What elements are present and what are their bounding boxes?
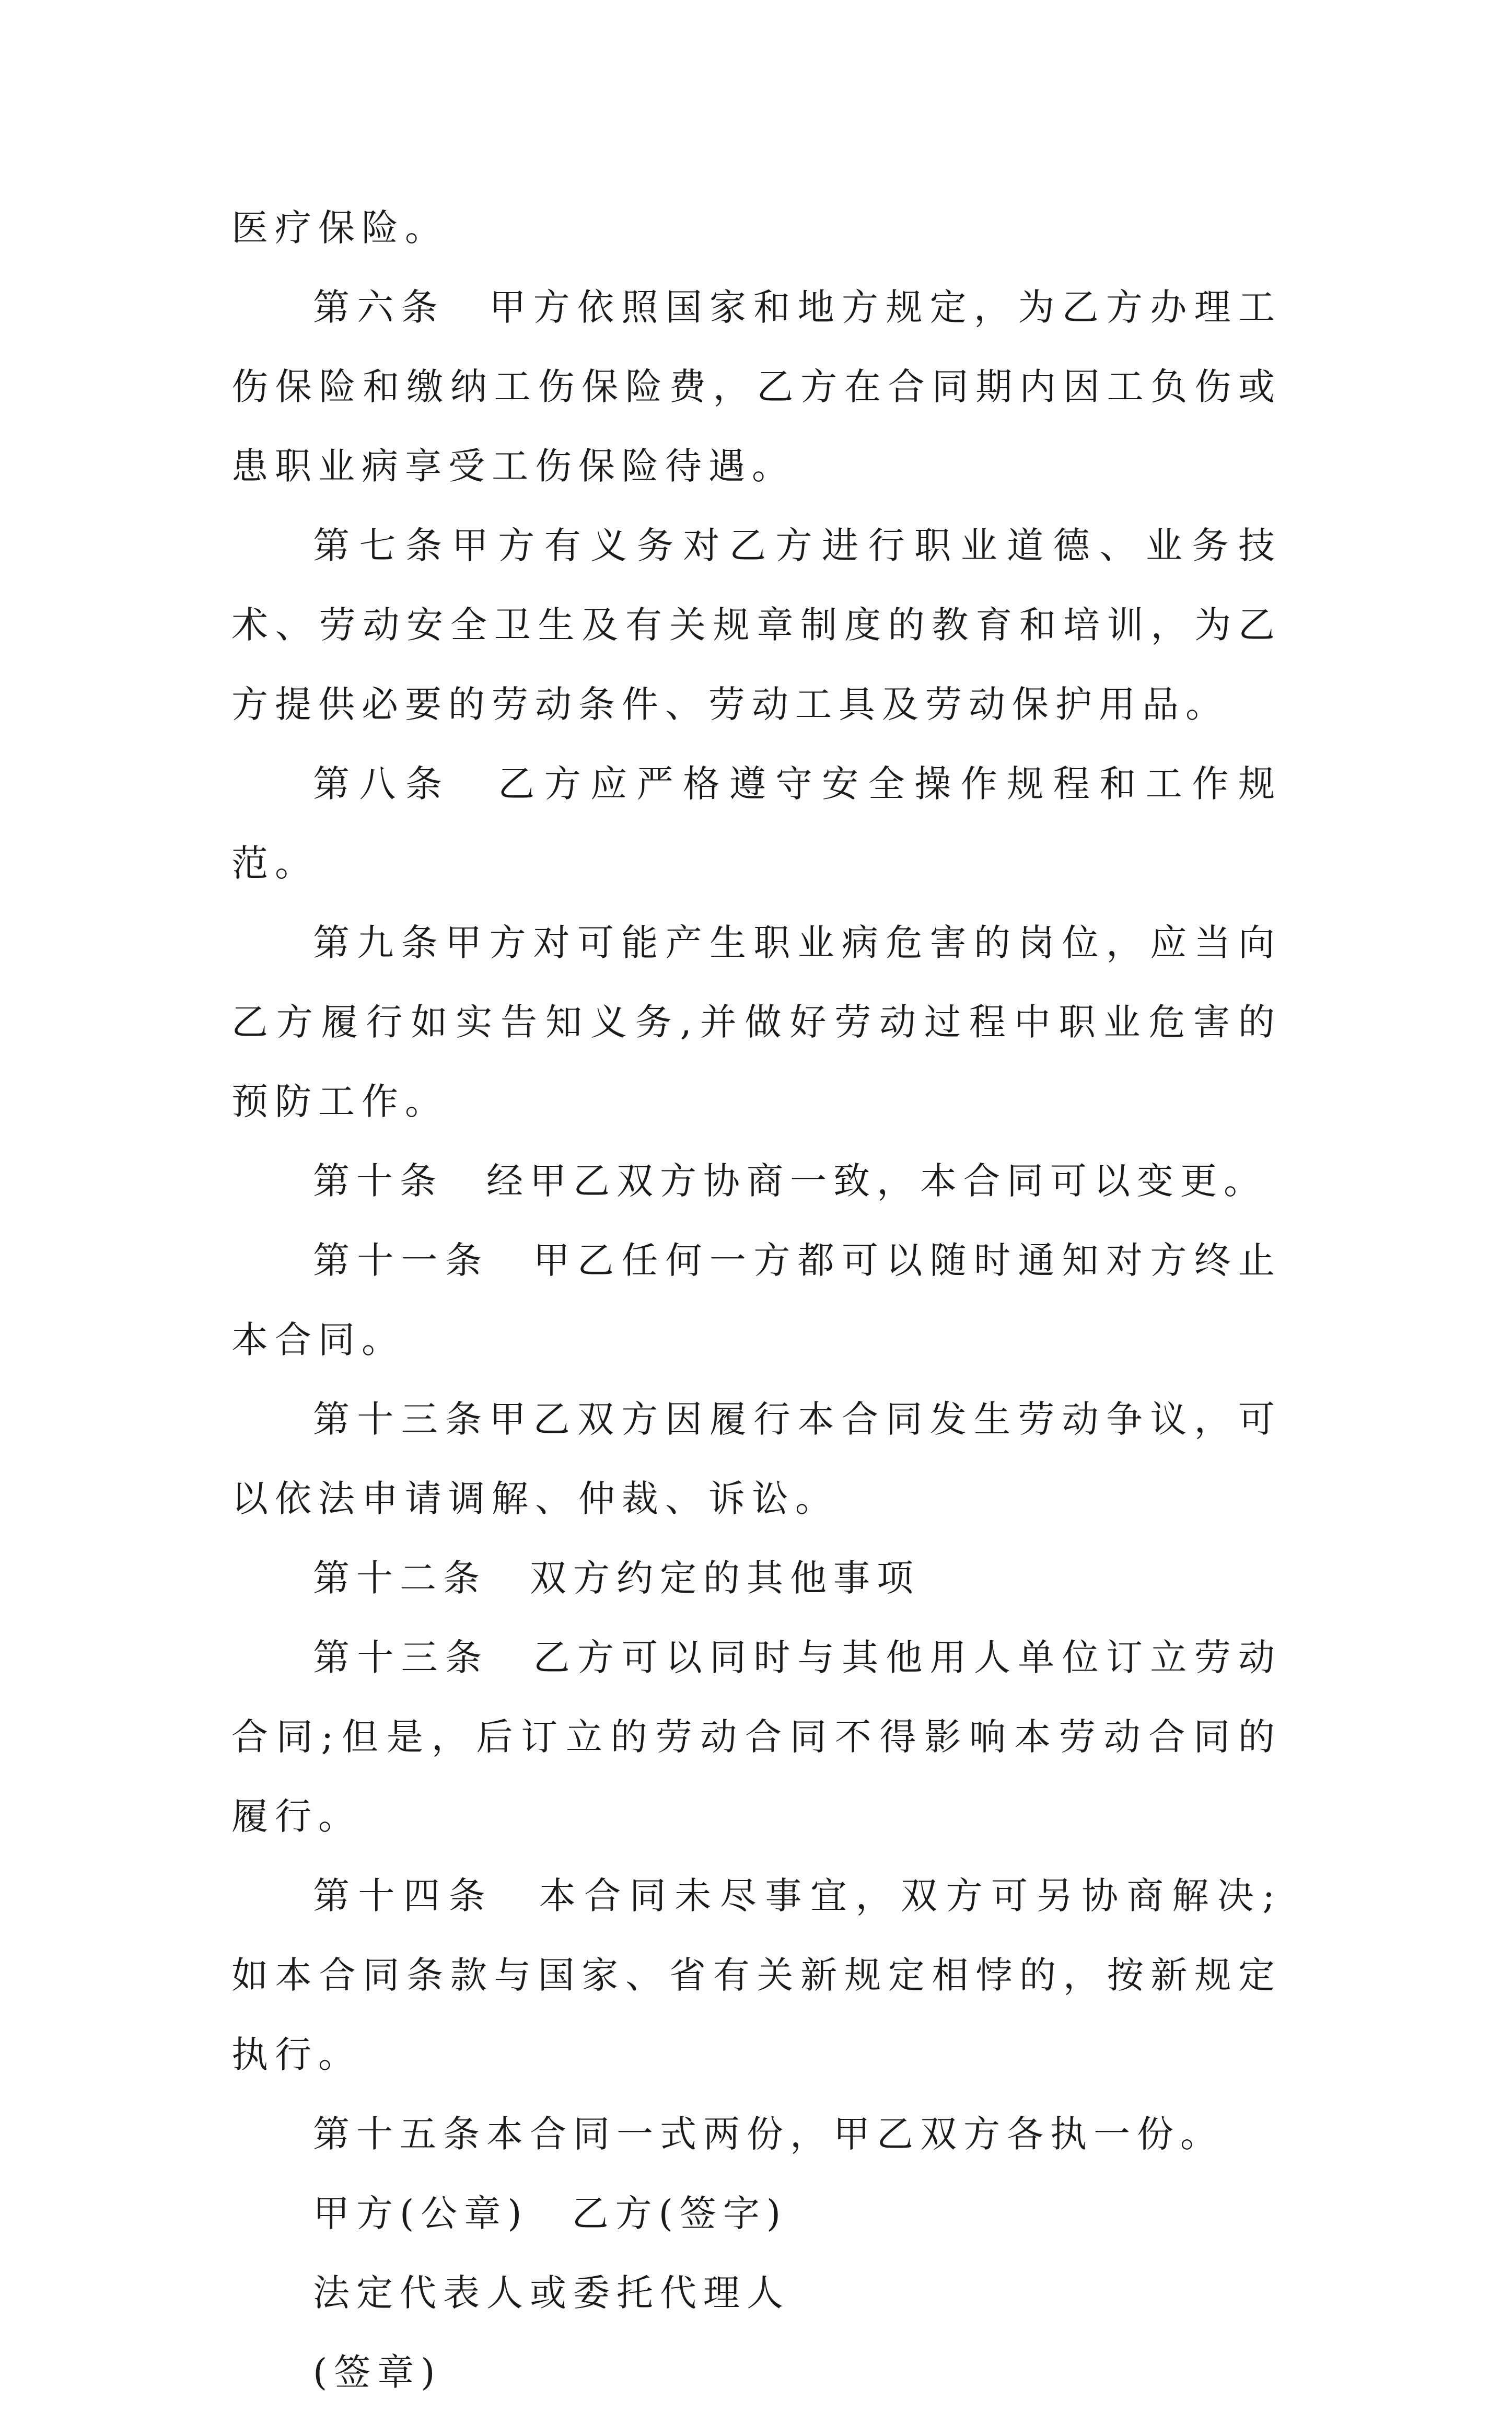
paragraph-medical-insurance-tail: 医疗保险。	[231, 206, 448, 249]
paragraph-article-14: 第十四条 本合同未尽事宜，双方可另协商解决;如本合同条款与国家、省有关新规定相悖的，按新规定执行。	[231, 1874, 1282, 2076]
paragraph-article-12: 第十二条 双方约定的其他事项	[313, 1557, 920, 1599]
paragraph-article-13-dispute: 第十三条甲乙双方因履行本合同发生劳动争议，可以依法申请调解、仲裁、诉讼。	[231, 1398, 1282, 1520]
seal-line: (签章)	[313, 2351, 442, 2394]
paragraph-article-6: 第六条 甲方依照国家和地方规定，为乙方办理工伤保险和缴纳工伤保险费，乙方在合同期内因工负伤或患职业病享受工伤保险待遇。	[231, 286, 1282, 488]
paragraph-article-9: 第九条甲方对可能产生职业病危害的岗位，应当向乙方履行如实告知义务,并做好劳动过程中职业危害的预防工作。	[231, 921, 1282, 1123]
paragraph-article-11: 第十一条 甲乙任何一方都可以随时通知对方终止本合同。	[231, 1239, 1282, 1361]
paragraph-article-10: 第十条 经甲乙双方协商一致，本合同可以变更。	[313, 1159, 1267, 1202]
paragraph-article-7: 第七条甲方有义务对乙方进行职业道德、业务技术、劳动安全卫生及有关规章制度的教育和培训，为乙方提供必要的劳动条件、劳动工具及劳动保护用品。	[231, 524, 1282, 726]
paragraph-article-15: 第十五条本合同一式两份，甲乙双方各执一份。	[313, 2113, 1224, 2155]
contract-body	[231, 188, 1282, 2412]
paragraph-article-13-other-employer: 第十三条 乙方可以同时与其他用人单位订立劳动合同;但是，后订立的劳动合同不得影响本劳动合同的履行。	[231, 1636, 1282, 1838]
paragraph-article-8: 第八条 乙方应严格遵守安全操作规程和工作规范。	[231, 762, 1282, 885]
legal-representative-line: 法定代表人或委托代理人	[313, 2271, 790, 2314]
signature-parties-line: 甲方(公章) 乙方(签字)	[313, 2192, 788, 2235]
